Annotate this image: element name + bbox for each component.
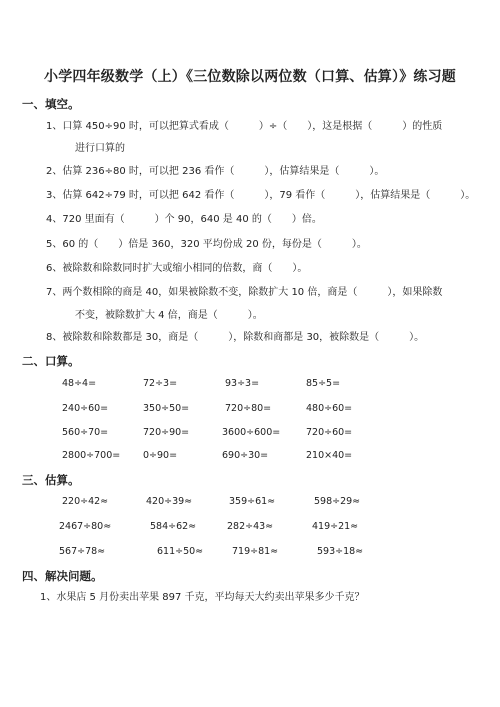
section-mental-heading: 二、口算。 — [22, 354, 80, 368]
estimate-item: 719÷81≈ — [232, 546, 279, 557]
mental-item: 0÷90= — [143, 450, 178, 461]
estimate-item: 359÷61≈ — [229, 496, 276, 507]
fill-question-7-line1: 7、两个数相除的商是 40，如果被除数不变，除数扩大 10 倍，商是（ ），如果除数 — [46, 287, 443, 298]
mental-item: 350÷50= — [143, 403, 190, 414]
mental-item: 720÷90= — [143, 427, 190, 438]
section-fill-heading: 一、填空。 — [22, 97, 80, 111]
fill-question-5: 5、60 的（ ）倍是 360，320 平均份成 20 份，每份是（ ）。 — [46, 239, 367, 250]
mental-item: 72÷3= — [143, 378, 178, 389]
section-problems-heading: 四、解决问题。 — [22, 569, 103, 583]
estimate-item: 2467÷80≈ — [59, 521, 112, 532]
fill-question-3: 3、估算 642÷79 时，可以把 642 看作（ ），79 看作（ ），估算结果是（ ）。 — [46, 190, 476, 201]
estimate-item: 611÷50≈ — [157, 546, 204, 557]
mental-item: 2800÷700= — [62, 450, 121, 461]
mental-item: 210×40= — [306, 450, 353, 461]
estimate-item: 593÷18≈ — [317, 546, 364, 557]
fill-question-1-line2: 进行口算的 — [75, 143, 125, 154]
fill-question-7-line2: 不变，被除数扩大 4 倍，商是（ ）。 — [75, 310, 263, 321]
mental-item: 720÷60= — [306, 427, 353, 438]
estimate-item: 598÷29≈ — [314, 496, 361, 507]
fill-question-6: 6、被除数和除数同时扩大或缩小相同的倍数，商（ ）。 — [46, 263, 308, 274]
mental-item: 240÷60= — [62, 403, 109, 414]
mental-item: 3600÷600= — [222, 427, 281, 438]
fill-question-1-line1: 1、口算 450÷90 时，可以把算式看成（ ）÷（ ），这是根据（ ）的性质 — [46, 121, 443, 132]
mental-item: 720÷80= — [225, 403, 272, 414]
estimate-item: 567÷78≈ — [59, 546, 106, 557]
page-title: 小学四年级数学（上）《三位数除以两位数（口算、估算）》练习题 — [44, 69, 456, 85]
mental-item: 560÷70= — [62, 427, 109, 438]
fill-question-2: 2、估算 236÷80 时，可以把 236 看作（ ），估算结果是（ ）。 — [46, 166, 385, 177]
fill-question-8: 8、被除数和除数都是 30，商是（ ），除数和商都是 30，被除数是（ ）。 — [46, 332, 425, 343]
mental-item: 85÷5= — [306, 378, 341, 389]
mental-item: 93÷3= — [225, 378, 260, 389]
section-estimate-heading: 三、估算。 — [22, 473, 80, 487]
estimate-item: 220÷42≈ — [62, 496, 109, 507]
estimate-item: 584÷62≈ — [150, 521, 197, 532]
mental-item: 690÷30= — [222, 450, 269, 461]
estimate-item: 419÷21≈ — [312, 521, 359, 532]
mental-item: 48÷4= — [62, 378, 97, 389]
problem-question-1: 1、水果店 5 月份卖出苹果 897 千克，平均每天大约卖出苹果多少千克？ — [40, 592, 365, 603]
estimate-item: 420÷39≈ — [146, 496, 193, 507]
fill-question-4: 4、720 里面有（ ）个 90，640 是 40 的（ ）倍。 — [46, 214, 322, 225]
estimate-item: 282÷43≈ — [227, 521, 274, 532]
mental-item: 480÷60= — [306, 403, 353, 414]
